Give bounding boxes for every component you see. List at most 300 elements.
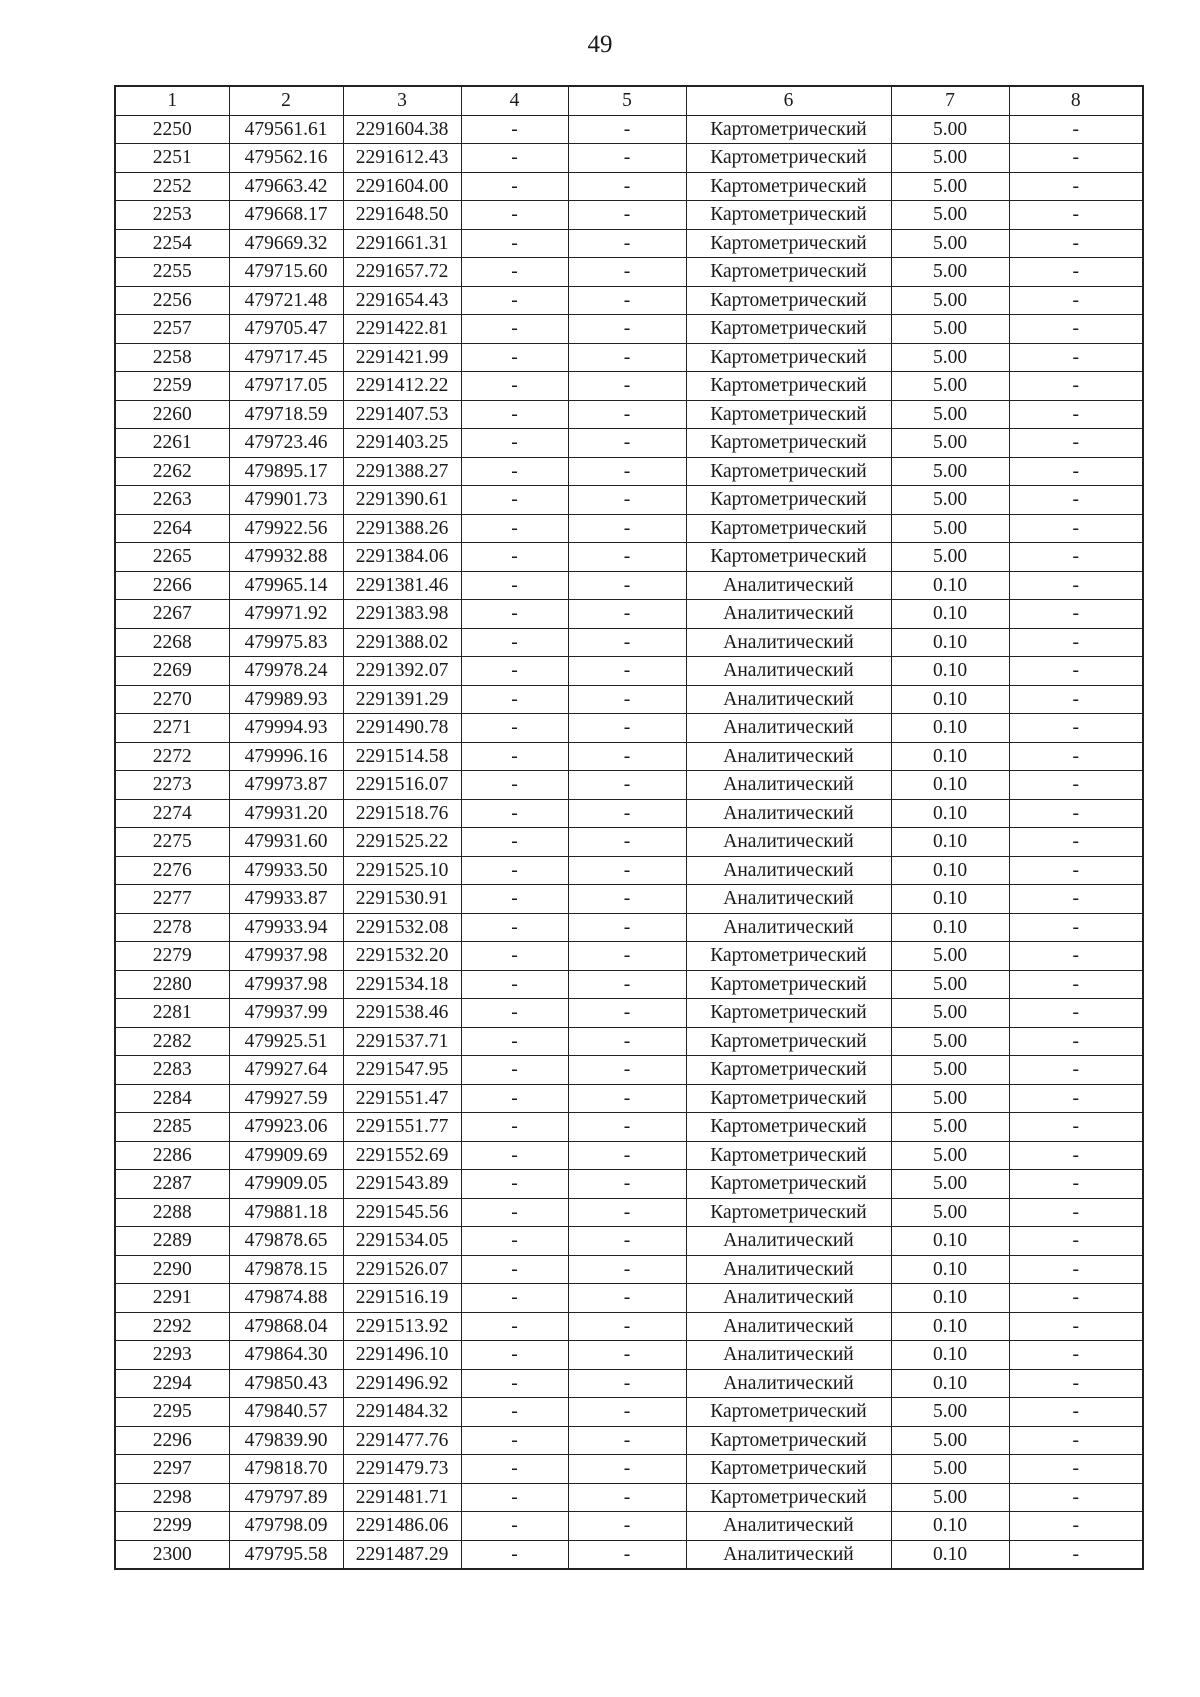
y-coordinate-cell: 2291479.73 (343, 1455, 461, 1484)
column-8-cell: - (1009, 913, 1143, 942)
column-4-cell: - (461, 1369, 568, 1398)
table-row (115, 1056, 1143, 1085)
y-coordinate-cell: 2291412.22 (343, 372, 461, 401)
column-5-cell: - (568, 258, 686, 287)
y-coordinate-cell: 2291538.46 (343, 999, 461, 1028)
accuracy-cell: 5.00 (891, 1398, 1009, 1427)
column-4-cell: - (461, 771, 568, 800)
method-cell: Аналитический (686, 799, 891, 828)
accuracy-cell: 0.10 (891, 1369, 1009, 1398)
column-8-cell: - (1009, 400, 1143, 429)
column-4-cell: - (461, 799, 568, 828)
method-cell: Аналитический (686, 913, 891, 942)
column-4-cell: - (461, 856, 568, 885)
column-8-cell: - (1009, 1113, 1143, 1142)
y-coordinate-cell: 2291392.07 (343, 657, 461, 686)
accuracy-cell: 0.10 (891, 885, 1009, 914)
method-cell: Аналитический (686, 742, 891, 771)
accuracy-cell: 5.00 (891, 1483, 1009, 1512)
x-coordinate-cell: 479989.93 (229, 685, 343, 714)
column-8-cell: - (1009, 343, 1143, 372)
method-cell: Картометрический (686, 201, 891, 230)
column-8-cell: - (1009, 1483, 1143, 1512)
x-coordinate-cell: 479965.14 (229, 571, 343, 600)
column-8-cell: - (1009, 372, 1143, 401)
table-row (115, 1198, 1143, 1227)
column-8-cell: - (1009, 1027, 1143, 1056)
column-8-cell: - (1009, 1341, 1143, 1370)
point-number-cell: 2274 (115, 799, 229, 828)
table-row (115, 885, 1143, 914)
point-number-cell: 2286 (115, 1141, 229, 1170)
column-4-cell: - (461, 1141, 568, 1170)
point-number-cell: 2261 (115, 429, 229, 458)
table-row (115, 771, 1143, 800)
point-number-cell: 2269 (115, 657, 229, 686)
x-coordinate-cell: 479932.88 (229, 543, 343, 572)
method-cell: Картометрический (686, 229, 891, 258)
method-cell: Картометрический (686, 942, 891, 971)
table-row (115, 1141, 1143, 1170)
accuracy-cell: 0.10 (891, 1312, 1009, 1341)
accuracy-cell: 5.00 (891, 1084, 1009, 1113)
column-4-cell: - (461, 172, 568, 201)
column-4-cell: - (461, 1198, 568, 1227)
table-row (115, 400, 1143, 429)
method-cell: Картометрический (686, 999, 891, 1028)
column-8-cell: - (1009, 1455, 1143, 1484)
column-5-cell: - (568, 1084, 686, 1113)
column-4-cell: - (461, 1284, 568, 1313)
accuracy-cell: 0.10 (891, 685, 1009, 714)
point-number-cell: 2263 (115, 486, 229, 515)
y-coordinate-cell: 2291381.46 (343, 571, 461, 600)
x-coordinate-cell: 479717.45 (229, 343, 343, 372)
column-4-cell: - (461, 1341, 568, 1370)
column-8-cell: - (1009, 628, 1143, 657)
x-coordinate-cell: 479839.90 (229, 1426, 343, 1455)
column-8-cell: - (1009, 258, 1143, 287)
column-5-cell: - (568, 144, 686, 173)
point-number-cell: 2262 (115, 457, 229, 486)
y-coordinate-cell: 2291407.53 (343, 400, 461, 429)
method-cell: Картометрический (686, 1398, 891, 1427)
point-number-cell: 2279 (115, 942, 229, 971)
accuracy-cell: 5.00 (891, 1113, 1009, 1142)
method-cell: Аналитический (686, 1255, 891, 1284)
x-coordinate-cell: 479850.43 (229, 1369, 343, 1398)
method-cell: Картометрический (686, 1198, 891, 1227)
table-row (115, 1312, 1143, 1341)
page-number: 49 (587, 31, 613, 58)
table-row (115, 657, 1143, 686)
column-4-cell: - (461, 828, 568, 857)
accuracy-cell: 5.00 (891, 201, 1009, 230)
column-4-cell: - (461, 1255, 568, 1284)
y-coordinate-cell: 2291518.76 (343, 799, 461, 828)
column-4-cell: - (461, 258, 568, 287)
column-5-cell: - (568, 1198, 686, 1227)
table-row (115, 115, 1143, 144)
column-5-cell: - (568, 1113, 686, 1142)
column-5-cell: - (568, 1284, 686, 1313)
column-4-cell: - (461, 315, 568, 344)
table-row (115, 856, 1143, 885)
method-cell: Картометрический (686, 543, 891, 572)
table-row (115, 942, 1143, 971)
y-coordinate-cell: 2291422.81 (343, 315, 461, 344)
point-number-cell: 2299 (115, 1512, 229, 1541)
y-coordinate-cell: 2291654.43 (343, 286, 461, 315)
column-5-cell: - (568, 1027, 686, 1056)
table-row (115, 1284, 1143, 1313)
column-4-cell: - (461, 1483, 568, 1512)
column-8-cell: - (1009, 1398, 1143, 1427)
x-coordinate-cell: 479927.59 (229, 1084, 343, 1113)
table-row (115, 457, 1143, 486)
accuracy-cell: 5.00 (891, 486, 1009, 515)
method-cell: Картометрический (686, 400, 891, 429)
y-coordinate-cell: 2291534.05 (343, 1227, 461, 1256)
column-5-cell: - (568, 172, 686, 201)
method-cell: Картометрический (686, 172, 891, 201)
point-number-cell: 2278 (115, 913, 229, 942)
x-coordinate-cell: 479795.58 (229, 1540, 343, 1569)
column-8-cell: - (1009, 1369, 1143, 1398)
column-8-cell: - (1009, 1227, 1143, 1256)
table-row (115, 429, 1143, 458)
column-8-cell: - (1009, 457, 1143, 486)
y-coordinate-cell: 2291552.69 (343, 1141, 461, 1170)
point-number-cell: 2273 (115, 771, 229, 800)
y-coordinate-cell: 2291657.72 (343, 258, 461, 287)
column-5-cell: - (568, 1455, 686, 1484)
column-5-cell: - (568, 115, 686, 144)
x-coordinate-cell: 479978.24 (229, 657, 343, 686)
x-coordinate-cell: 479994.93 (229, 714, 343, 743)
method-cell: Картометрический (686, 1426, 891, 1455)
column-5-cell: - (568, 999, 686, 1028)
y-coordinate-cell: 2291496.92 (343, 1369, 461, 1398)
column-4-cell: - (461, 1170, 568, 1199)
column-5-cell: - (568, 1312, 686, 1341)
column-header: 2 (229, 86, 343, 115)
accuracy-cell: 5.00 (891, 229, 1009, 258)
column-8-cell: - (1009, 486, 1143, 515)
table-row (115, 343, 1143, 372)
y-coordinate-cell: 2291543.89 (343, 1170, 461, 1199)
method-cell: Картометрический (686, 457, 891, 486)
accuracy-cell: 0.10 (891, 1512, 1009, 1541)
column-5-cell: - (568, 771, 686, 800)
x-coordinate-cell: 479878.65 (229, 1227, 343, 1256)
x-coordinate-cell: 479973.87 (229, 771, 343, 800)
y-coordinate-cell: 2291604.38 (343, 115, 461, 144)
accuracy-cell: 0.10 (891, 913, 1009, 942)
y-coordinate-cell: 2291484.32 (343, 1398, 461, 1427)
column-5-cell: - (568, 372, 686, 401)
point-number-cell: 2284 (115, 1084, 229, 1113)
y-coordinate-cell: 2291530.91 (343, 885, 461, 914)
header-row (115, 86, 1143, 115)
table-row (115, 1113, 1143, 1142)
accuracy-cell: 5.00 (891, 543, 1009, 572)
column-8-cell: - (1009, 144, 1143, 173)
x-coordinate-cell: 479717.05 (229, 372, 343, 401)
column-4-cell: - (461, 657, 568, 686)
x-coordinate-cell: 479797.89 (229, 1483, 343, 1512)
x-coordinate-cell: 479798.09 (229, 1512, 343, 1541)
column-8-cell: - (1009, 1255, 1143, 1284)
y-coordinate-cell: 2291532.20 (343, 942, 461, 971)
column-8-cell: - (1009, 1426, 1143, 1455)
column-8-cell: - (1009, 685, 1143, 714)
y-coordinate-cell: 2291487.29 (343, 1540, 461, 1569)
method-cell: Картометрический (686, 1113, 891, 1142)
table-row (115, 201, 1143, 230)
table-row (115, 1483, 1143, 1512)
table-row (115, 315, 1143, 344)
column-5-cell: - (568, 201, 686, 230)
column-8-cell: - (1009, 172, 1143, 201)
point-number-cell: 2271 (115, 714, 229, 743)
y-coordinate-cell: 2291383.98 (343, 600, 461, 629)
accuracy-cell: 0.10 (891, 628, 1009, 657)
column-8-cell: - (1009, 1284, 1143, 1313)
point-number-cell: 2280 (115, 970, 229, 999)
point-number-cell: 2255 (115, 258, 229, 287)
column-4-cell: - (461, 1084, 568, 1113)
column-8-cell: - (1009, 115, 1143, 144)
y-coordinate-cell: 2291551.47 (343, 1084, 461, 1113)
column-4-cell: - (461, 970, 568, 999)
point-number-cell: 2295 (115, 1398, 229, 1427)
point-number-cell: 2283 (115, 1056, 229, 1085)
method-cell: Аналитический (686, 828, 891, 857)
column-8-cell: - (1009, 942, 1143, 971)
point-number-cell: 2251 (115, 144, 229, 173)
table-row (115, 1255, 1143, 1284)
x-coordinate-cell: 479721.48 (229, 286, 343, 315)
accuracy-cell: 0.10 (891, 1255, 1009, 1284)
point-number-cell: 2281 (115, 999, 229, 1028)
point-number-cell: 2297 (115, 1455, 229, 1484)
column-4-cell: - (461, 229, 568, 258)
accuracy-cell: 5.00 (891, 999, 1009, 1028)
x-coordinate-cell: 479975.83 (229, 628, 343, 657)
coordinates-table (114, 85, 1144, 1570)
column-5-cell: - (568, 1512, 686, 1541)
y-coordinate-cell: 2291391.29 (343, 685, 461, 714)
method-cell: Аналитический (686, 885, 891, 914)
accuracy-cell: 5.00 (891, 286, 1009, 315)
table-row (115, 828, 1143, 857)
table-row (115, 600, 1143, 629)
column-8-cell: - (1009, 1540, 1143, 1569)
accuracy-cell: 0.10 (891, 657, 1009, 686)
column-5-cell: - (568, 1255, 686, 1284)
y-coordinate-cell: 2291516.07 (343, 771, 461, 800)
column-5-cell: - (568, 714, 686, 743)
point-number-cell: 2253 (115, 201, 229, 230)
method-cell: Аналитический (686, 685, 891, 714)
point-number-cell: 2285 (115, 1113, 229, 1142)
table-row (115, 1512, 1143, 1541)
column-5-cell: - (568, 514, 686, 543)
table-row (115, 1170, 1143, 1199)
point-number-cell: 2289 (115, 1227, 229, 1256)
y-coordinate-cell: 2291534.18 (343, 970, 461, 999)
column-4-cell: - (461, 343, 568, 372)
column-5-cell: - (568, 828, 686, 857)
method-cell: Аналитический (686, 1312, 891, 1341)
method-cell: Картометрический (686, 1455, 891, 1484)
column-8-cell: - (1009, 286, 1143, 315)
x-coordinate-cell: 479874.88 (229, 1284, 343, 1313)
accuracy-cell: 0.10 (891, 1341, 1009, 1370)
method-cell: Картометрический (686, 514, 891, 543)
x-coordinate-cell: 479868.04 (229, 1312, 343, 1341)
x-coordinate-cell: 479909.05 (229, 1170, 343, 1199)
table-row (115, 1341, 1143, 1370)
y-coordinate-cell: 2291481.71 (343, 1483, 461, 1512)
y-coordinate-cell: 2291384.06 (343, 543, 461, 572)
y-coordinate-cell: 2291388.26 (343, 514, 461, 543)
point-number-cell: 2294 (115, 1369, 229, 1398)
point-number-cell: 2272 (115, 742, 229, 771)
column-8-cell: - (1009, 1084, 1143, 1113)
method-cell: Картометрический (686, 258, 891, 287)
table-row (115, 571, 1143, 600)
table-row (115, 1426, 1143, 1455)
table-row (115, 1398, 1143, 1427)
table-row (115, 543, 1143, 572)
x-coordinate-cell: 479705.47 (229, 315, 343, 344)
column-8-cell: - (1009, 1056, 1143, 1085)
accuracy-cell: 5.00 (891, 372, 1009, 401)
column-5-cell: - (568, 942, 686, 971)
x-coordinate-cell: 479937.98 (229, 970, 343, 999)
point-number-cell: 2298 (115, 1483, 229, 1512)
column-8-cell: - (1009, 571, 1143, 600)
column-8-cell: - (1009, 828, 1143, 857)
column-8-cell: - (1009, 1512, 1143, 1541)
point-number-cell: 2254 (115, 229, 229, 258)
x-coordinate-cell: 479668.17 (229, 201, 343, 230)
point-number-cell: 2282 (115, 1027, 229, 1056)
point-number-cell: 2275 (115, 828, 229, 857)
method-cell: Аналитический (686, 1341, 891, 1370)
column-4-cell: - (461, 1027, 568, 1056)
y-coordinate-cell: 2291486.06 (343, 1512, 461, 1541)
y-coordinate-cell: 2291545.56 (343, 1198, 461, 1227)
column-4-cell: - (461, 1426, 568, 1455)
accuracy-cell: 0.10 (891, 799, 1009, 828)
accuracy-cell: 5.00 (891, 1141, 1009, 1170)
column-header: 5 (568, 86, 686, 115)
y-coordinate-cell: 2291648.50 (343, 201, 461, 230)
accuracy-cell: 5.00 (891, 1056, 1009, 1085)
column-8-cell: - (1009, 543, 1143, 572)
point-number-cell: 2300 (115, 1540, 229, 1569)
method-cell: Аналитический (686, 1227, 891, 1256)
table-row (115, 172, 1143, 201)
column-header: 6 (686, 86, 891, 115)
point-number-cell: 2268 (115, 628, 229, 657)
point-number-cell: 2267 (115, 600, 229, 629)
column-header: 1 (115, 86, 229, 115)
column-8-cell: - (1009, 1312, 1143, 1341)
column-5-cell: - (568, 457, 686, 486)
y-coordinate-cell: 2291388.02 (343, 628, 461, 657)
column-4-cell: - (461, 1056, 568, 1085)
table-row (115, 714, 1143, 743)
column-4-cell: - (461, 913, 568, 942)
table-row (115, 685, 1143, 714)
table-row (115, 1084, 1143, 1113)
column-4-cell: - (461, 144, 568, 173)
y-coordinate-cell: 2291537.71 (343, 1027, 461, 1056)
accuracy-cell: 0.10 (891, 742, 1009, 771)
method-cell: Картометрический (686, 343, 891, 372)
column-8-cell: - (1009, 714, 1143, 743)
method-cell: Картометрический (686, 970, 891, 999)
table-row (115, 1227, 1143, 1256)
column-5-cell: - (568, 571, 686, 600)
column-5-cell: - (568, 400, 686, 429)
point-number-cell: 2277 (115, 885, 229, 914)
x-coordinate-cell: 479718.59 (229, 400, 343, 429)
column-header: 7 (891, 86, 1009, 115)
accuracy-cell: 0.10 (891, 828, 1009, 857)
column-4-cell: - (461, 286, 568, 315)
column-4-cell: - (461, 628, 568, 657)
y-coordinate-cell: 2291525.22 (343, 828, 461, 857)
column-4-cell: - (461, 372, 568, 401)
column-5-cell: - (568, 628, 686, 657)
method-cell: Аналитический (686, 1369, 891, 1398)
column-5-cell: - (568, 1170, 686, 1199)
y-coordinate-cell: 2291513.92 (343, 1312, 461, 1341)
column-4-cell: - (461, 1113, 568, 1142)
x-coordinate-cell: 479562.16 (229, 144, 343, 173)
point-number-cell: 2250 (115, 115, 229, 144)
accuracy-cell: 0.10 (891, 1227, 1009, 1256)
x-coordinate-cell: 479933.50 (229, 856, 343, 885)
column-5-cell: - (568, 1227, 686, 1256)
point-number-cell: 2293 (115, 1341, 229, 1370)
x-coordinate-cell: 479840.57 (229, 1398, 343, 1427)
column-4-cell: - (461, 1540, 568, 1569)
x-coordinate-cell: 479723.46 (229, 429, 343, 458)
table-row (115, 258, 1143, 287)
y-coordinate-cell: 2291490.78 (343, 714, 461, 743)
column-header: 3 (343, 86, 461, 115)
y-coordinate-cell: 2291477.76 (343, 1426, 461, 1455)
column-4-cell: - (461, 457, 568, 486)
column-5-cell: - (568, 1426, 686, 1455)
column-4-cell: - (461, 1312, 568, 1341)
column-4-cell: - (461, 742, 568, 771)
column-5-cell: - (568, 657, 686, 686)
x-coordinate-cell: 479933.87 (229, 885, 343, 914)
point-number-cell: 2291 (115, 1284, 229, 1313)
table-row (115, 1369, 1143, 1398)
column-header: 8 (1009, 86, 1143, 115)
accuracy-cell: 0.10 (891, 771, 1009, 800)
column-5-cell: - (568, 600, 686, 629)
point-number-cell: 2264 (115, 514, 229, 543)
